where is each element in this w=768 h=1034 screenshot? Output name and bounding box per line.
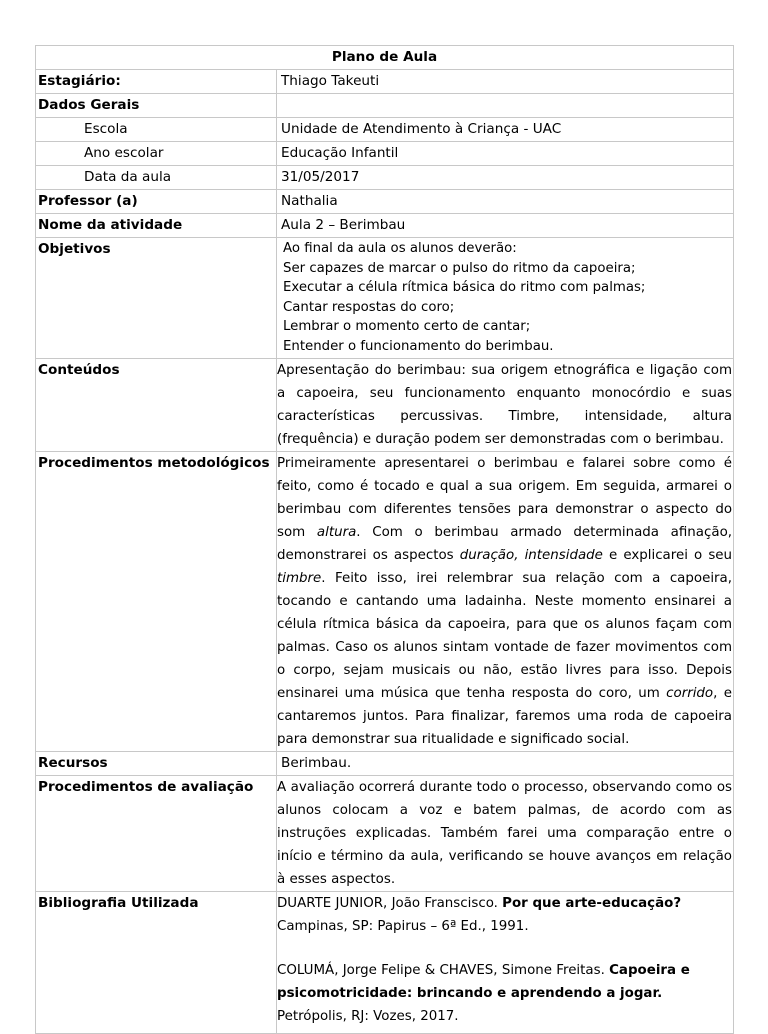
procedimentos-text: e explicarei o seu <box>602 548 733 563</box>
objetivos-line: Lembrar o momento certo de cantar; <box>283 319 531 334</box>
procedimentos-text: Primeiramente apresentarei o berimbau e falarei sobre como é feito, como é tocado e qual a sua origem. Em seguida, armarei o berimbau com diferentes tensões para demonstrar o aspecto do som <box>277 456 733 540</box>
conteudos-value: Apresentação do berimbau: sua origem etnográfica e ligação com a capoeira, seu funcionamento enquanto monocórdio e suas características percussivas. Timbre, intensidade, altura (frequência) e duração podem ser demonstradas com o berimbau. <box>277 359 734 452</box>
table-row <box>36 452 734 752</box>
procedimentos-text: , e cantaremos juntos. Para finalizar, faremos uma roda de capoeira para demonstrar sua ritualidade e significado social. <box>277 686 733 747</box>
atividade-value: Aula 2 – Berimbau <box>277 214 734 238</box>
table-row <box>36 776 734 892</box>
procedimentos-text: . Feito isso, irei relembrar sua relação com a capoeira, tocando e cantando uma ladainha. Neste momento ensinarei a célula rítmica básica da capoeira, para que os alunos façam com palmas. Caso os alunos sintam vontade de fazer movimentos com o corpo, sejam musicais ou não, estão livres para isso. Depois ensinarei uma música que tenha resposta do coro, um <box>277 571 733 701</box>
procedimentos-label: Procedimentos metodológicos <box>36 452 277 752</box>
procedimentos-emphasis: duração, intensidade <box>459 548 603 563</box>
reference-authors: DUARTE JUNIOR, João Franscisco. <box>277 896 503 911</box>
table-row <box>36 70 734 94</box>
table-row <box>36 238 734 359</box>
table-row <box>36 892 734 1034</box>
procedimentos-text: . Com o berimbau armado determinada afinação, demonstrarei os aspectos <box>277 525 733 563</box>
atividade-label: Nome da atividade <box>36 214 277 238</box>
objetivos-line: Executar a célula rítmica básica do ritmo com palmas; <box>283 280 646 295</box>
estagiario-value: Thiago Takeuti <box>277 70 734 94</box>
procedimentos-emphasis: timbre <box>277 571 322 586</box>
objetivos-line: Cantar respostas do coro; <box>283 299 455 315</box>
recursos-value: Berimbau. <box>277 752 734 776</box>
objetivos-line: Entender o funcionamento do berimbau. <box>283 338 554 354</box>
estagiario-label: Estagiário: <box>36 70 277 94</box>
reference-authors: COLUMÁ, Jorge Felipe & CHAVES, Simone Freitas. <box>277 963 610 978</box>
procedimentos-value <box>277 452 734 752</box>
avaliacao-label: Procedimentos de avaliação <box>36 776 277 892</box>
reference-item <box>277 892 731 938</box>
reference-publisher: Petrópolis, RJ: Vozes, 2017. <box>277 1009 459 1024</box>
reference-title: Capoeira e psicomotricidade: brincando e aprendendo a jogar. <box>277 963 690 1001</box>
dados-gerais-label: Dados Gerais <box>36 94 277 118</box>
ano-escolar-value: Educação Infantil <box>277 142 734 166</box>
table-row <box>36 142 734 166</box>
reference-item <box>277 959 731 1028</box>
escola-value: Unidade de Atendimento à Criança - UAC <box>277 118 734 142</box>
conteudos-label: Conteúdos <box>36 359 277 452</box>
data-aula-value: 31/05/2017 <box>277 166 734 190</box>
table-row <box>36 118 734 142</box>
spacer <box>277 938 731 959</box>
avaliacao-value: A avaliação ocorrerá durante todo o processo, observando como os alunos colocam a voz e batem palmas, de acordo com as instruções explicadas. Também farei uma comparação entre o início e término da aula, verificando se houve avanços em relação à esses aspectos. <box>277 776 734 892</box>
table-row <box>36 190 734 214</box>
dados-gerais-value <box>277 94 734 118</box>
document-title: Plano de Aula <box>36 46 734 70</box>
table-row <box>36 94 734 118</box>
objetivos-value <box>277 238 734 359</box>
procedimentos-emphasis: altura <box>316 525 357 540</box>
recursos-label: Recursos <box>36 752 277 776</box>
ano-escolar-label: Ano escolar <box>36 142 277 166</box>
lesson-plan-table <box>35 45 734 1034</box>
objetivos-line: Ao final da aula os alunos deverão: <box>283 241 517 256</box>
professor-label: Professor (a) <box>36 190 277 214</box>
objetivos-label: Objetivos <box>36 238 277 359</box>
title-row <box>36 46 734 70</box>
table-row <box>36 359 734 452</box>
table-row <box>36 752 734 776</box>
data-aula-label: Data da aula <box>36 166 277 190</box>
reference-publisher: Campinas, SP: Papirus – 6ª Ed., 1991. <box>277 919 529 934</box>
table-row <box>36 214 734 238</box>
professor-value: Nathalia <box>277 190 734 214</box>
escola-label: Escola <box>36 118 277 142</box>
objetivos-line: Ser capazes de marcar o pulso do ritmo da capoeira; <box>283 260 636 276</box>
procedimentos-emphasis: corrido <box>666 686 714 701</box>
reference-title: Por que arte-educação? <box>502 896 682 911</box>
bibliografia-value <box>277 892 734 1034</box>
table-row <box>36 166 734 190</box>
bibliografia-label: Bibliografia Utilizada <box>36 892 277 1034</box>
